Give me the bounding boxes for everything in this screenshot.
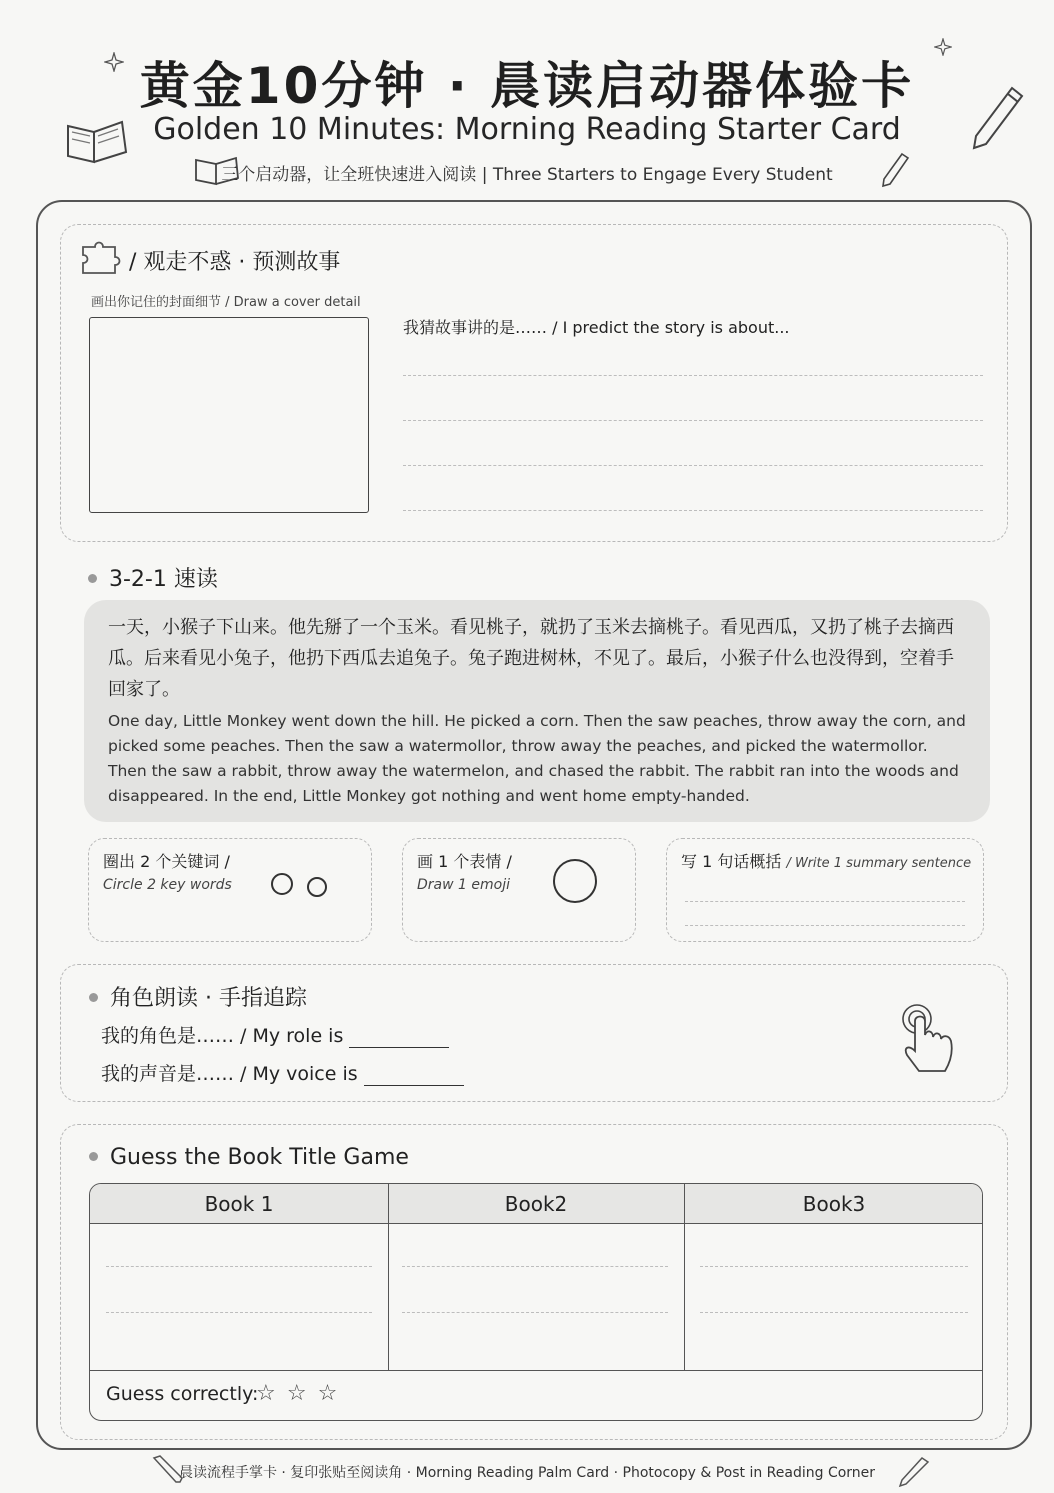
book1-line[interactable] — [106, 1266, 372, 1267]
writing-line — [403, 465, 983, 466]
star-icon[interactable]: ☆ — [317, 1381, 338, 1406]
predict-label: 我猜故事讲的是…… / I predict the story is about... — [403, 318, 790, 337]
voice-blank[interactable] — [364, 1065, 464, 1086]
task-emoji — [402, 838, 636, 942]
task-summary-label — [681, 849, 971, 872]
predict-section — [60, 224, 1008, 542]
writing-line[interactable] — [685, 901, 965, 902]
page-title-en: Golden 10 Minutes: Morning Reading Starter Card — [153, 112, 901, 147]
role-prompt: 我的角色是…… / My role is — [101, 1025, 344, 1047]
guess-heading-text: Guess the Book Title Game — [110, 1145, 409, 1170]
column-divider — [684, 1184, 685, 1370]
story-passage — [84, 600, 990, 822]
book2-line[interactable] — [402, 1312, 668, 1313]
guess-score-row — [90, 1370, 983, 1421]
task-summary-en: / Write 1 summary sentence — [786, 856, 972, 871]
task-emoji-zh: 画 1 个表情 / — [417, 852, 512, 871]
page-footer: 晨读流程手掌卡 · 复印张贴至阅读角 · Morning Reading Palm Card · Photocopy & Post in Reading Corner — [178, 1465, 876, 1481]
guess-section — [60, 1124, 1008, 1440]
role-blank[interactable] — [349, 1027, 449, 1048]
column-divider — [388, 1184, 389, 1370]
writing-line — [403, 420, 983, 421]
role-heading — [89, 981, 307, 1012]
predict-heading: / 观走不惑 · 预测故事 — [129, 250, 341, 275]
book3-line[interactable] — [700, 1266, 968, 1267]
task-keywords-en: Circle 2 key words — [103, 877, 232, 893]
task-summary — [666, 838, 984, 942]
task-emoji-en: Draw 1 emoji — [417, 877, 510, 893]
role-heading-text: 角色朗读 · 手指追踪 — [110, 986, 307, 1011]
writing-line[interactable] — [685, 925, 965, 926]
column-header-book3: Book3 — [684, 1184, 983, 1224]
cover-drawing-box[interactable] — [89, 317, 369, 513]
puzzle-icon — [77, 237, 123, 277]
voice-prompt: 我的声音是…… / My voice is — [101, 1063, 358, 1085]
page-title-zh: 黄金10分钟 · 晨读启动器体验卡 — [139, 57, 915, 115]
task-keywords — [88, 838, 372, 942]
column-header-book1: Book 1 — [90, 1184, 388, 1224]
rating-stars — [250, 1381, 337, 1406]
emoji-circle[interactable] — [553, 859, 597, 903]
column-header-book2: Book2 — [388, 1184, 684, 1224]
writing-line — [403, 375, 983, 376]
keyword-circle[interactable] — [271, 873, 293, 895]
star-icon[interactable]: ☆ — [256, 1381, 276, 1406]
role-line — [101, 1021, 449, 1048]
task-summary-zh: 写 1 句话概括 — [681, 852, 782, 871]
speed-read-heading — [88, 562, 218, 593]
voice-line — [101, 1059, 464, 1086]
writing-line — [403, 510, 983, 511]
bullet-dot — [89, 993, 98, 1002]
book-guess-table — [89, 1183, 983, 1421]
book3-line[interactable] — [700, 1312, 968, 1313]
star-icon[interactable]: ☆ — [286, 1381, 307, 1406]
book2-line[interactable] — [402, 1266, 668, 1267]
guess-heading — [89, 1145, 409, 1170]
guess-label: Guess correctly: — [106, 1383, 259, 1405]
book1-line[interactable] — [106, 1312, 372, 1313]
draw-label: 画出你记住的封面细节 / Draw a cover detail — [91, 295, 361, 310]
pointing-hand-icon — [899, 1001, 963, 1077]
bullet-dot — [89, 1152, 98, 1161]
role-section — [60, 964, 1008, 1102]
bullet-dot — [88, 574, 97, 583]
story-zh: 一天，小猴子下山来。他先掰了一个玉米。看见桃子，就扔了玉米去摘桃子。看见西瓜，又扔了桃子去摘西瓜。后来看见小兔子，他扔下西瓜去追兔子。兔子跑进树林，不见了。最后，小猴子什么也没得到，空着手回家了。 — [108, 617, 954, 700]
page-subtitle: 三个启动器，让全班快速进入阅读 | Three Starters to Engage Every Student — [221, 165, 833, 185]
starter-card — [36, 200, 1032, 1450]
speed-read-heading-text: 3-2-1 速读 — [109, 567, 218, 592]
keyword-circle[interactable] — [307, 877, 327, 897]
story-en: One day, Little Monkey went down the hill. He picked a corn. Then the saw peaches, throw away the corn, and picked some peaches. Then the saw a watermollor, throw away the peaches, and picked the watermollor. Then the saw a rabbit, throw away the watermelon, and chased the rabbit. The rabbit ran into the woods and disappeared. In the end, Little Monkey got nothing and went home empty-handed. — [108, 712, 966, 805]
task-keywords-zh: 圈出 2 个关键词 / — [103, 852, 230, 871]
